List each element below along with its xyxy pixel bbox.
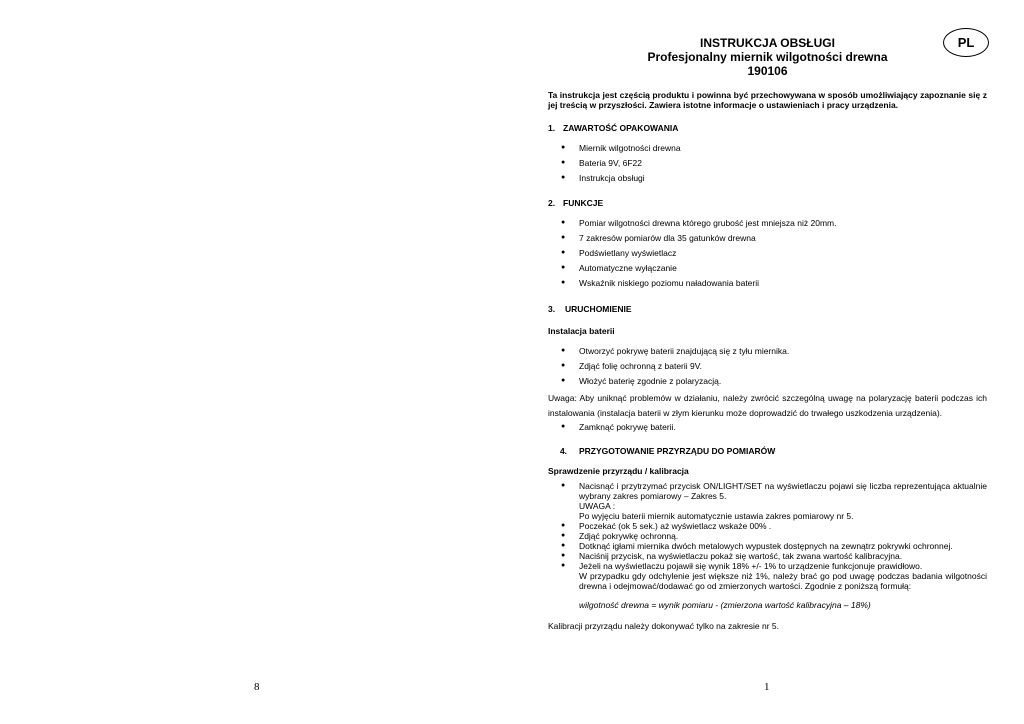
section-title: PRZYGOTOWANIE PRZYRZĄDU DO POMIARÓW bbox=[579, 446, 776, 456]
features-list bbox=[548, 218, 987, 288]
note-label: UWAGA : bbox=[579, 501, 616, 511]
section-title: FUNKCJE bbox=[563, 198, 604, 208]
section-1-heading bbox=[548, 123, 987, 133]
list-item: ● Miernik wilgotności drewna bbox=[548, 143, 987, 153]
language-badge: PL bbox=[943, 28, 989, 57]
section-number: 4. bbox=[559, 446, 568, 456]
list-item: ● Dotknąć igłami miernika dwóch metalowych wypustek dostępnych na zewnątrz pokrywki ochronnej. bbox=[548, 541, 987, 551]
section-title: URUCHOMIENIE bbox=[565, 304, 632, 314]
list-item: ● Zdjąć folię ochronną z baterii 9V. bbox=[548, 361, 987, 371]
list-item: ● Automatyczne wyłączanie bbox=[548, 263, 987, 273]
list-item bbox=[548, 481, 987, 521]
list-item: ● Zamknąć pokrywę baterii. bbox=[548, 422, 987, 432]
section-number: 1. bbox=[548, 123, 556, 133]
step-text-continued: W przypadku gdy odchylenie jest większe niż 1%, należy brać go pod uwagę podczas badania wilgotności drewna i odejmować/dodawać go od zmierzonych wartości. Zgodnie z poniższą formułą: bbox=[579, 571, 987, 591]
section-title: ZAWARTOŚĆ OPAKOWANIA bbox=[563, 123, 679, 133]
battery-install-subheading: Instalacja baterii bbox=[548, 326, 615, 336]
list-item: ● Włożyć baterię zgodnie z polaryzacją. bbox=[548, 376, 987, 386]
step-text: Jeżeli na wyświetlaczu pojawił się wynik 18% +/- 1% to urządzenie funkcjonuje prawidłowo. bbox=[579, 561, 923, 571]
list-item: ● Podświetlany wyświetlacz bbox=[548, 248, 987, 258]
moisture-formula: wilgotność drewna = wynik pomiaru - (zmierzona wartość kalibracyjna – 18%) bbox=[579, 600, 871, 610]
list-item: ● Naciśnij przycisk, na wyświetlaczu pokaż się wartość, tak zwana wartość kalibracyjna. bbox=[548, 551, 987, 561]
list-item: ● Pomiar wilgotności drewna którego grubość jest mniejsza niż 20mm. bbox=[548, 218, 987, 228]
calibration-footer-note: Kalibracji przyrządu należy dokonywać tylko na zakresie nr 5. bbox=[548, 621, 780, 631]
section-2-heading bbox=[548, 198, 987, 208]
note-text: Po wyjęciu baterii miernik automatycznie ustawia zakres pomiarowy nr 5. bbox=[579, 511, 854, 521]
list-item: ● 7 zakresów pomiarów dla 35 gatunków drewna bbox=[548, 233, 987, 243]
section-number: 3. bbox=[548, 304, 556, 314]
list-item bbox=[548, 561, 987, 610]
step-text: Nacisnąć i przytrzymać przycisk ON/LIGHT/SET na wyświetlaczu pojawi się liczba reprezentująca aktualnie wybrany zakres pomiarowy – Zakres 5. bbox=[579, 481, 987, 501]
calibration-steps-list bbox=[548, 481, 987, 610]
list-item: ● Bateria 9V, 6F22 bbox=[548, 158, 987, 168]
section-3-heading bbox=[548, 304, 987, 314]
instruction-page bbox=[548, 36, 987, 631]
list-item: ● Poczekać (ok 5 sek.) aż wyświetlacz wskaże 00% . bbox=[548, 521, 987, 531]
page-number-left: 8 bbox=[254, 681, 260, 693]
battery-final-step bbox=[548, 422, 987, 432]
section-number: 2. bbox=[548, 198, 556, 208]
page-subtitle: Profesjonalny miernik wilgotności drewna bbox=[647, 50, 888, 64]
list-item: ● Otworzyć pokrywę baterii znajdującą się z tyłu miernika. bbox=[548, 346, 987, 356]
package-contents-list bbox=[548, 143, 987, 183]
list-item: ● Wskaźnik niskiego poziomu naładowania baterii bbox=[548, 278, 987, 288]
list-item: ● Zdjąć pokrywkę ochronną. bbox=[548, 531, 987, 541]
calibration-subheading: Sprawdzenie przyrządu / kalibracja bbox=[548, 466, 689, 476]
intro-text: Ta instrukcja jest częścią produktu i powinna być przechowywana w sposób umożliwiający zapoznanie się z jej treścią w przyszłości. Zawiera istotne informacje o ustawieniach i pracy urządzenia. bbox=[548, 90, 987, 110]
page-title: INSTRUKCJA OBSŁUGI bbox=[700, 36, 835, 50]
page-number-right: 1 bbox=[764, 681, 770, 693]
product-code: 190106 bbox=[747, 64, 788, 78]
battery-steps-list bbox=[548, 346, 987, 386]
battery-warning-note: Uwaga: Aby uniknąć problemów w działaniu, należy zwrócić szczególną uwagę na polaryzację baterii podczas ich instalowania (instalacja baterii w złym kierunku może doprowadzić do trwałego uszkodzenia urządzenia). bbox=[548, 393, 987, 418]
list-item: ● Instrukcja obsługi bbox=[548, 173, 987, 183]
section-4-heading bbox=[548, 446, 987, 456]
